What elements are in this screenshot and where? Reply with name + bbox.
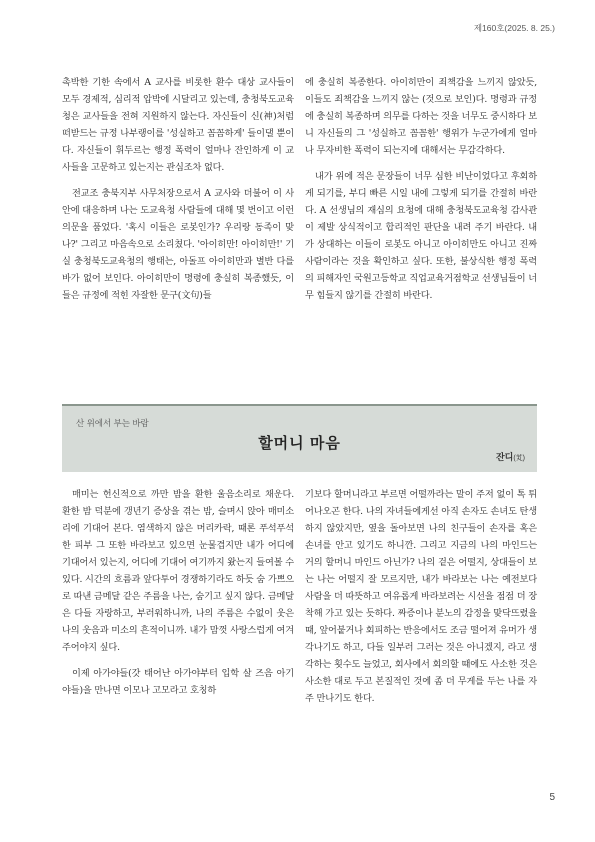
article-column-2 bbox=[305, 74, 537, 313]
paragraph: 에 충실히 복종한다. 아이히만이 죄책감을 느끼지 않았듯, 이들도 죄책감을 느끼지 않는 (것으로 보인)다. 명령과 규정에 충실히 복종하며 의무를 다하는 것을 너무도 중시하다 보니 자신들의 그 '성실하고 꼼꼼한' 행위가 누군가에게 얼마나 무자비한 폭력이 되는지에 대해서는 무감각하다. bbox=[305, 77, 537, 156]
author-name: 잔디 bbox=[495, 452, 514, 462]
author bbox=[496, 450, 525, 463]
author-hanja: (芄) bbox=[513, 455, 525, 462]
paragraph: 이제 아가야들(갓 태어난 아가야부터 입학 살 즈음 아기야들)을 만나면 이모나 고모라고 호칭하 bbox=[62, 668, 294, 696]
essay-title-band bbox=[62, 404, 537, 472]
section-label: 산 위에서 부는 바람 bbox=[76, 418, 149, 428]
paragraph: 매미는 헌신적으로 까만 밤을 환한 울음소리로 채운다. 환한 밤 덕분에 갱년기 증상을 겪는 밤, 슬며시 앉아 매미소리에 기대어 본다. 염색하지 않은 머리카락, 때론 푸석푸석한 피부 그 또한 바라보고 있으면 눈물겹지만 내가 어디에 기대어서 있는지, 어디에 기대어 여기까지 왔는지 들여볼 수 있다. 시간의 흐름과 앞다투어 경쟁하기라도 하듯 숨 가쁘으로 따낸 금메달 같은 주름을 나는, 숨기고 싶지 않다. 금메달은 다들 자랑하고, 부러워하니까, 나의 주름은 수없이 웃은 나의 웃음과 미소의 흔적이니까. 내가 맘껏 사랑스럽게 여겨주어야지 싶다. bbox=[62, 489, 294, 653]
essay-column-1 bbox=[62, 486, 294, 708]
paragraph: 전교조 충북지부 사무처장으로서 A 교사와 더불어 이 사안에 대응하며 나는 도교육청 사람들에 대해 몇 번이고 이런 의문을 품었다. '혹시 이들은 로봇인가? 우리랑 동족이 맞나?' 그리고 마음속으로 소리쳤다. '아이히만! 아이히만!' 기실 충청북도교육청의 행태는, 아돌프 아이히만과 별반 다를 바가 없어 보인다. 아이히만이 명령에 충실히 복종했듯, 이들은 규정에 적힌 자잘한 문구(文句)들 bbox=[62, 188, 294, 301]
paragraph: 기보다 할머니라고 부르면 어떨까라는 말이 주저 없이 톡 튀어나오곤 한다. 나의 자녀들에게선 아직 손자도 손녀도 탄생하지 않았지만, 옆을 돌아보면 나의 친구들이 손자를 혹은 손녀를 안고 있기도 하니깐. 그리고 지금의 나의 마인드는 거의 할머니 마인드 아닌가? 나의 겉은 어떨지, 상대들이 보는 나는 어떨지 잘 모르지만, 내가 바라보는 나는 예전보다 사람을 더 따뜻하고 여유롭게 바라보려는 시선을 점점 더 장착해 가고 있는 듯하다. 짜증이나 분노의 감정을 맞닥뜨렸을 때, 앞어붙거나 회피하는 반응에서도 조금 떨어져 유머가 생각나기도 하고, 다들 일부러 그러는 것은 아니겠지, 라고 생각하는 횟수도 늘었고, 회사에서 회의할 때에도 사소한 것은 사소한 대로 두고 본질적인 것에 좀 더 무게를 두는 나를 자주 만나기도 한다. bbox=[305, 489, 537, 704]
page-number: 5 bbox=[549, 792, 555, 803]
paragraph: 촉박한 기한 속에서 A 교사를 비롯한 환수 대상 교사들이 모두 경제적, 심리적 압박에 시달리고 있는데, 충청북도교육청은 교사들을 전혀 지원하지 않는다. 자신들이 신(神)처럼 떠받드는 규정 나부랭이를 '성실하고 꼼꼼하게' 들이댈 뿐이다. 자신들이 휘두르는 행정 폭력이 얼마나 잔인하게 이 교사들을 고문하고 있는지는 관심조차 없다. bbox=[62, 77, 294, 173]
issue-label: 제160호(2025. 8. 25.) bbox=[473, 23, 555, 33]
essay-column-2 bbox=[305, 486, 537, 716]
paragraph: 내가 위에 적은 문장들이 너무 심한 비난이었다고 후회하게 되기를, 부디 빠른 시일 내에 그렇게 되기를 간절히 바란다. A 선생님의 재심의 요청에 대해 충청북도교육청 감사관이 제발 상식적이고 합리적인 판단을 내려 주기 바란다. 내가 상대하는 이들이 로봇도 아니고 아이히만도 아니고 진짜 사람이라는 것을 확인하고 싶다. 또한, 불상식한 행정 폭력의 피해자인 국원고등학교 직업교육거점학교 선생님들이 너무 힘들지 않기를 간절히 바란다. bbox=[305, 171, 537, 301]
essay-title: 할머니 마음 bbox=[258, 435, 341, 452]
article-column-1 bbox=[62, 74, 294, 313]
